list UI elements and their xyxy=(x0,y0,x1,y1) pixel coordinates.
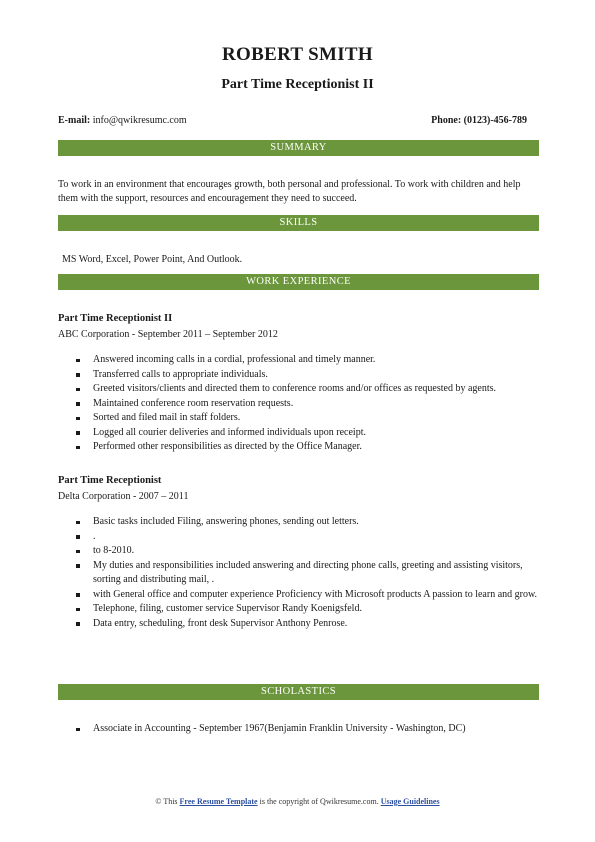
skills-text: MS Word, Excel, Power Point, And Outlook. xyxy=(62,254,243,265)
list-item: . xyxy=(58,530,542,545)
summary-heading: SUMMARY xyxy=(58,140,539,156)
job-bullets xyxy=(58,515,542,631)
job-company: ABC Corporation - September 2011 – September 2012 xyxy=(58,329,278,340)
list-item: Data entry, scheduling, front desk Supervisor Anthony Penrose. xyxy=(58,617,542,632)
usage-guidelines-link[interactable]: Usage Guidelines xyxy=(380,797,440,806)
list-item: Logged all courier deliveries and informed individuals upon receipt. xyxy=(58,426,542,441)
list-item: My duties and responsibilities included answering and directing phone calls, greeting and assisting visitors, sorting and distributing mail, . xyxy=(58,559,542,588)
list-item: Maintained conference room reservation requests. xyxy=(58,397,542,412)
list-item: with General office and computer experience Proficiency with Microsoft products A passion to learn and grow. xyxy=(58,588,542,603)
scholastics-heading: SCHOLASTICS xyxy=(58,684,539,700)
footer-prefix: © This xyxy=(155,797,178,806)
email-value[interactable]: info@qwikresumc.com xyxy=(92,115,187,126)
phone-label: Phone: xyxy=(431,115,462,126)
job-title: Part Time Receptionist II xyxy=(58,313,173,324)
list-item: Sorted and filed mail in staff folders. xyxy=(58,411,542,426)
job-bullets xyxy=(58,353,542,455)
experience-heading: WORK EXPERIENCE xyxy=(58,274,539,290)
summary-text: To work in an environment that encourages growth, both personal and professional. To work with children and help them with the support, resources and encouragement they need to succeed. xyxy=(58,179,521,204)
phone-value: (0123)-456-789 xyxy=(463,115,527,126)
candidate-name: ROBERT SMITH xyxy=(222,44,373,65)
list-item: Greeted visitors/clients and directed them to conference rooms and/or offices as requested by agents. xyxy=(58,382,542,397)
free-resume-template-link[interactable]: Free Resume Template xyxy=(179,797,258,806)
list-item: to 8-2010. xyxy=(58,544,542,559)
email-line xyxy=(58,115,187,126)
skills-heading: SKILLS xyxy=(58,215,539,231)
candidate-role: Part Time Receptionist II xyxy=(221,77,374,92)
list-item: Answered incoming calls in a cordial, professional and timely manner. xyxy=(58,353,542,368)
list-item: Associate in Accounting - September 1967(Benjamin Franklin University - Washington, DC) xyxy=(58,722,542,737)
footer-middle: is the copyright of Qwikresume.com. xyxy=(259,797,379,806)
phone-line xyxy=(431,115,527,126)
list-item: Telephone, filing, customer service Supervisor Randy Koenigsfeld. xyxy=(58,602,542,617)
scholastics-list xyxy=(58,722,542,737)
job-title: Part Time Receptionist xyxy=(58,475,162,486)
list-item: Basic tasks included Filing, answering phones, sending out letters. xyxy=(58,515,542,530)
email-label: E-mail: xyxy=(58,115,91,126)
footer xyxy=(0,797,595,806)
list-item: Transferred calls to appropriate individuals. xyxy=(58,368,542,383)
list-item: Performed other responsibilities as directed by the Office Manager. xyxy=(58,440,542,455)
job-company: Delta Corporation - 2007 – 2011 xyxy=(58,491,189,502)
